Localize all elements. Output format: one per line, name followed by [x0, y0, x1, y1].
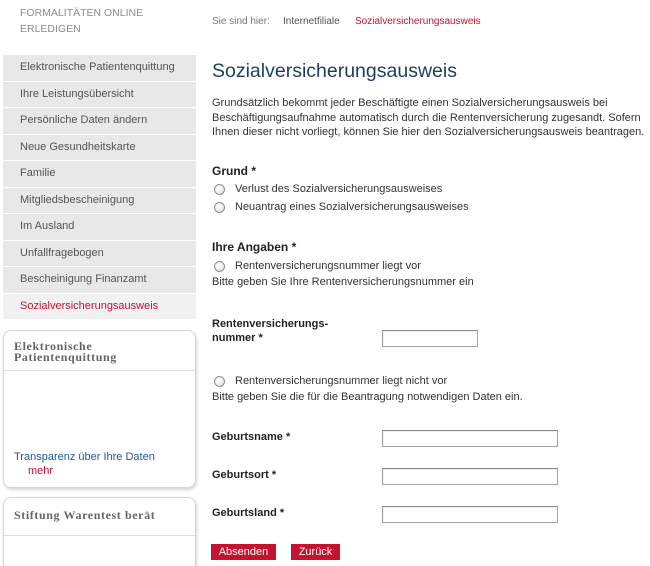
- rv-vorhanden-hint: Bitte geben Sie Ihre Rentenversicherungsnummer ein: [212, 276, 474, 288]
- box-patientenquittung-title: Elektronische Patientenquittung: [14, 339, 117, 364]
- sidebar-item-im-ausland[interactable]: Im Ausland: [3, 214, 196, 241]
- radio-rv-vorhanden[interactable]: [214, 261, 225, 272]
- radio-rv-vorhanden-label[interactable]: Rentenversicherungsnummer liegt vor: [235, 260, 421, 272]
- sidebar-header-line-2: ERLEDIGEN: [20, 23, 81, 35]
- box-patientenquittung-divider: [4, 370, 195, 371]
- rv-number-label-line-2: nummer *: [212, 332, 263, 344]
- grund-label: Grund *: [212, 164, 256, 178]
- angaben-label: Ihre Angaben *: [212, 240, 297, 254]
- geburtsname-input[interactable]: [382, 430, 558, 447]
- sidebar-item-leistungsuebersicht[interactable]: Ihre Leistungsübersicht: [3, 82, 196, 109]
- sidebar-header-line-1: FORMALITÄTEN ONLINE: [20, 7, 144, 19]
- radio-verlust[interactable]: [214, 184, 225, 195]
- radio-neuantrag[interactable]: [214, 202, 225, 213]
- sidebar-item-unfallfragebogen[interactable]: Unfallfragebogen: [3, 241, 196, 268]
- sidebar-header: [20, 5, 143, 37]
- radio-row-rv-vorhanden[interactable]: [214, 259, 421, 273]
- rv-number-input[interactable]: [382, 330, 478, 347]
- radio-row-rv-nicht-vorhanden[interactable]: [214, 374, 447, 388]
- submit-button[interactable]: Absenden: [211, 544, 276, 560]
- geburtsort-label: Geburtsort *: [212, 469, 277, 481]
- sidebar-menu: [3, 55, 196, 320]
- radio-rv-nicht-vorhanden-label[interactable]: Rentenversicherungsnummer liegt nicht vor: [235, 375, 448, 387]
- breadcrumb-internetfiliale[interactable]: Internetfiliale: [283, 16, 340, 27]
- geburtsname-label: Geburtsname *: [212, 431, 291, 443]
- intro-line-2: Beschäftigungsaufnahme automatisch durch die Rentenversicherung zugesandt. Sofern: [212, 111, 641, 124]
- breadcrumb-prefix: Sie sind hier:: [212, 16, 270, 27]
- sidebar-item-mitgliedsbescheinigung[interactable]: Mitgliedsbescheinigung: [3, 188, 196, 215]
- rv-number-label: [212, 317, 328, 345]
- rv-number-label-line-1: Rentenversicherungs-: [212, 318, 329, 330]
- box-patientenquittung: [3, 330, 196, 488]
- geburtsland-label: Geburtsland *: [212, 507, 285, 519]
- sidebar-item-persoenliche-daten[interactable]: Persönliche Daten ändern: [3, 108, 196, 135]
- box-warentest-divider: [4, 535, 195, 536]
- mehr-link[interactable]: mehr: [28, 465, 54, 477]
- intro-line-3: Ihnen dieser nicht vorliegt, können Sie hier den Sozialversicherungsausweis beantragen.: [212, 126, 645, 138]
- geburtsland-input[interactable]: [382, 506, 558, 523]
- box-warentest: [3, 497, 196, 566]
- sidebar-item-bescheinigung-finanzamt[interactable]: Bescheinigung Finanzamt: [3, 267, 196, 294]
- sidebar-item-elektronische-patientenquittung[interactable]: Elektronische Patientenquittung: [3, 55, 196, 82]
- intro-line-1: Grundsätzlich bekommt jeder Beschäftigte einen Sozialversicherungsausweis bei: [212, 97, 608, 109]
- page-title: Sozialversicherungsausweis: [212, 60, 457, 82]
- radio-row-neuantrag[interactable]: [214, 200, 469, 214]
- geburtsort-input[interactable]: [382, 468, 558, 485]
- radio-verlust-label[interactable]: Verlust des Sozialversicherungsausweises: [235, 183, 443, 195]
- box-warentest-title: Stiftung Warentest berät: [14, 508, 156, 522]
- transparenz-link[interactable]: Transparenz über Ihre Daten: [14, 451, 155, 463]
- sidebar-item-sozialversicherungsausweis[interactable]: Sozialversicherungsausweis: [3, 294, 196, 321]
- sidebar-item-familie[interactable]: Familie: [3, 161, 196, 188]
- back-button[interactable]: Zurück: [291, 544, 340, 560]
- breadcrumb-current: Sozialversicherungsausweis: [355, 16, 481, 27]
- intro-text: [212, 96, 644, 140]
- radio-rv-nicht-vorhanden[interactable]: [214, 376, 225, 387]
- rv-nicht-vorhanden-hint: Bitte geben Sie die für die Beantragung notwendigen Daten ein.: [212, 391, 523, 403]
- radio-neuantrag-label[interactable]: Neuantrag eines Sozialversicherungsausweises: [235, 201, 469, 213]
- radio-row-verlust[interactable]: [214, 182, 442, 196]
- sidebar-item-gesundheitskarte[interactable]: Neue Gesundheitskarte: [3, 135, 196, 162]
